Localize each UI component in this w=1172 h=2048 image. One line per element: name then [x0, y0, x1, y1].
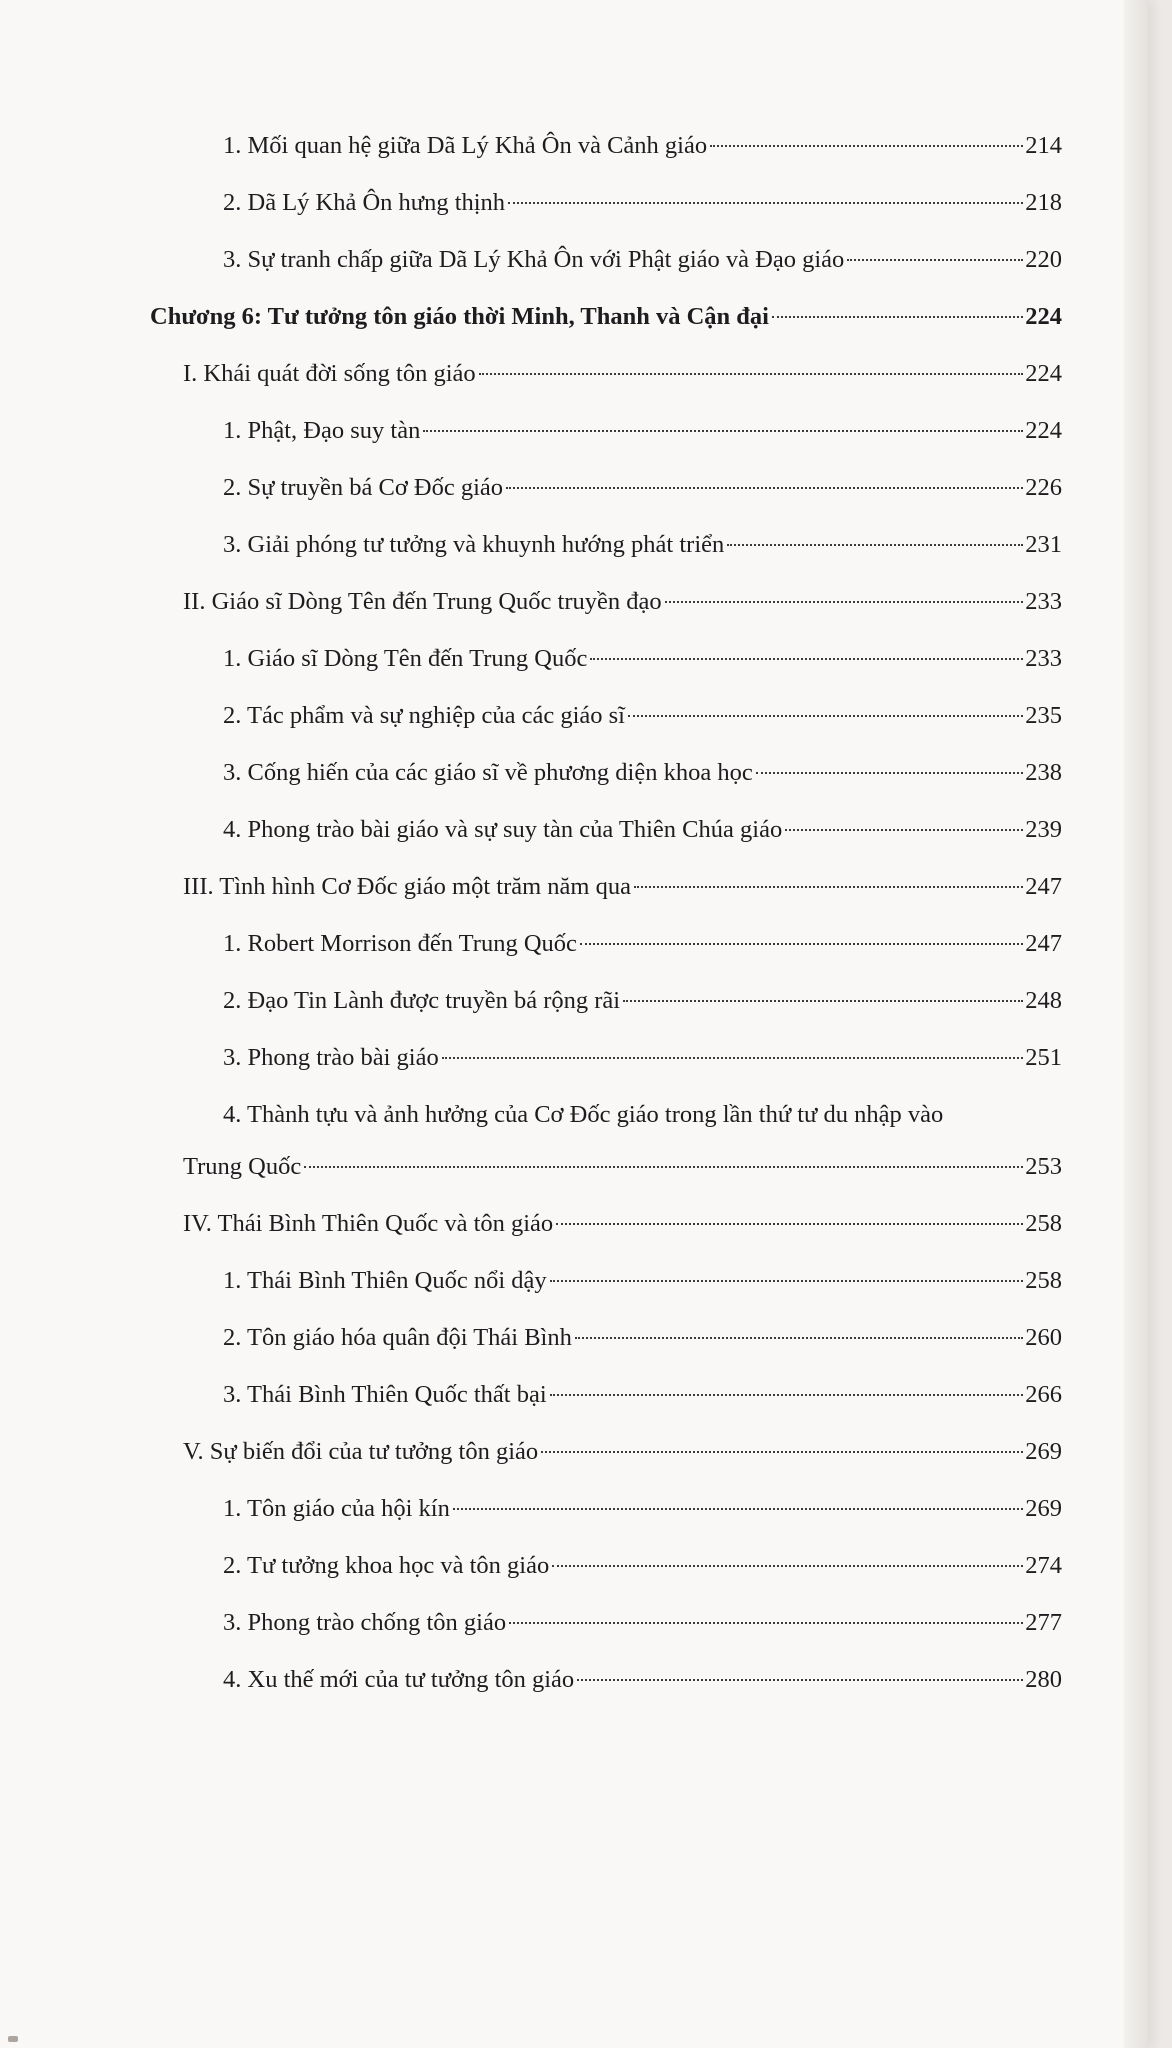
toc-entry[interactable] [223, 1489, 1062, 1529]
dot-leader [453, 1508, 1023, 1510]
dot-leader [550, 1280, 1024, 1282]
toc-entry[interactable] [223, 183, 1062, 223]
toc-entry-title: 1. Thái Bình Thiên Quốc nổi dậy [223, 1267, 547, 1294]
dot-leader [541, 1451, 1023, 1453]
toc-page-number: 247 [1025, 930, 1062, 957]
dot-leader [304, 1166, 1023, 1168]
toc-entry-title: Trung Quốc [183, 1153, 302, 1180]
toc-page-number: 235 [1025, 702, 1062, 729]
dot-leader [756, 772, 1024, 774]
toc-entry[interactable] [223, 1603, 1062, 1643]
dot-leader [590, 658, 1023, 660]
toc-entry[interactable] [223, 981, 1062, 1021]
toc-entry-title: 2. Đạo Tin Lành được truyền bá rộng rãi [223, 987, 621, 1014]
dot-leader [479, 373, 1024, 375]
toc-page-number: 251 [1025, 1044, 1062, 1071]
dot-leader [442, 1057, 1024, 1059]
toc-entry-title: 3. Giải phóng tư tưởng và khuynh hướng phát triển [223, 531, 725, 558]
toc-page-number: 238 [1025, 759, 1062, 786]
toc-entry[interactable] [223, 1318, 1062, 1358]
toc-entry[interactable] [223, 810, 1062, 850]
toc-entry-title: III. Tình hình Cơ Đốc giáo một trăm năm qua [183, 873, 631, 900]
toc-entry[interactable] [223, 924, 1062, 964]
toc-entry[interactable] [223, 639, 1062, 679]
toc-page-number: 247 [1025, 873, 1062, 900]
toc-page-number: 269 [1025, 1495, 1062, 1522]
dot-leader [710, 145, 1023, 147]
toc-entry[interactable] [223, 468, 1062, 508]
toc-entry-title: V. Sự biến đổi của tư tưởng tôn giáo [183, 1438, 539, 1465]
toc-entry[interactable] [223, 240, 1062, 280]
toc-entry[interactable] [223, 1660, 1062, 1700]
dot-leader [847, 259, 1023, 261]
toc-entry-title: 3. Phong trào bài giáo [223, 1044, 439, 1071]
toc-entry-title: 1. Robert Morrison đến Trung Quốc [223, 930, 577, 957]
toc-entry-title: 1. Giáo sĩ Dòng Tên đến Trung Quốc [223, 645, 588, 672]
toc-entry-title: 3. Cống hiến của các giáo sĩ về phương diện khoa học [223, 759, 753, 786]
toc-entry-title: 1. Mối quan hệ giữa Dã Lý Khả Ôn và Cảnh giáo [223, 132, 708, 159]
toc-entry-title: 4. Xu thế mới của tư tưởng tôn giáo [223, 1666, 575, 1693]
toc-page-number: 277 [1025, 1609, 1062, 1636]
toc-entry-title: 4. Phong trào bài giáo và sự suy tàn của Thiên Chúa giáo [223, 816, 783, 843]
dot-leader [556, 1223, 1023, 1225]
toc-section-entry[interactable] [183, 354, 1062, 394]
dot-leader [509, 1622, 1023, 1624]
toc-entry-title: 2. Sự truyền bá Cơ Đốc giáo [223, 474, 504, 501]
dot-leader [623, 1000, 1023, 1002]
toc-entry-line [223, 1095, 1064, 1135]
toc-page-number: 248 [1025, 987, 1062, 1014]
toc-page-number: 214 [1025, 132, 1062, 159]
toc-section-entry[interactable] [183, 867, 1062, 907]
toc-entry[interactable] [223, 1375, 1062, 1415]
toc-page-number: 266 [1025, 1381, 1062, 1408]
toc-entry[interactable] [223, 753, 1062, 793]
toc-page-number: 224 [1025, 303, 1062, 330]
toc-entry[interactable] [223, 411, 1062, 451]
toc-entry-title: 1. Phật, Đạo suy tàn [223, 417, 421, 444]
toc-entry-title: IV. Thái Bình Thiên Quốc và tôn giáo [183, 1210, 554, 1237]
dot-leader [772, 316, 1023, 318]
toc-entry-title: 3. Phong trào chống tôn giáo [223, 1609, 507, 1636]
toc-page-number: 280 [1025, 1666, 1062, 1693]
toc-entry[interactable] [183, 1147, 1062, 1187]
toc-page-number: 258 [1025, 1267, 1062, 1294]
toc-entry-title: 2. Tác phẩm và sự nghiệp của các giáo sĩ [223, 702, 625, 729]
toc-entry-title: 3. Sự tranh chấp giữa Dã Lý Khả Ôn với Phật giáo và Đạo giáo [223, 246, 845, 273]
toc-entry-title: Chương 6: Tư tưởng tôn giáo thời Minh, Thanh và Cận đại [150, 303, 769, 330]
dot-leader [550, 1394, 1024, 1396]
dot-leader [634, 886, 1023, 888]
toc-page-number: 269 [1025, 1438, 1062, 1465]
toc-page-number: 224 [1025, 417, 1062, 444]
toc-entry-title: I. Khái quát đời sống tôn giáo [183, 360, 476, 387]
dot-leader [577, 1679, 1023, 1681]
dot-leader [785, 829, 1023, 831]
toc-entry-title: 2. Tư tưởng khoa học và tôn giáo [223, 1552, 550, 1579]
dot-leader [628, 715, 1023, 717]
toc-page-number: 274 [1025, 1552, 1062, 1579]
toc-entry-title: II. Giáo sĩ Dòng Tên đến Trung Quốc truyền đạo [183, 588, 662, 615]
toc-section-entry[interactable] [183, 1432, 1062, 1472]
toc-page-number: 258 [1025, 1210, 1062, 1237]
toc-page-number: 233 [1025, 645, 1062, 672]
toc-entry[interactable] [223, 1038, 1062, 1078]
toc-page-number: 260 [1025, 1324, 1062, 1351]
toc-page-number: 233 [1025, 588, 1062, 615]
toc-entry[interactable] [223, 696, 1062, 736]
toc-entry-title: 4. Thành tựu và ảnh hưởng của Cơ Đốc giáo trong lần thứ tư du nhập vào [223, 1101, 944, 1128]
dot-leader [580, 943, 1023, 945]
dot-leader [552, 1565, 1023, 1567]
toc-page-number: 224 [1025, 360, 1062, 387]
toc-section-entry[interactable] [183, 1204, 1062, 1244]
toc-page-number: 239 [1025, 816, 1062, 843]
toc-section-entry[interactable] [183, 582, 1062, 622]
scan-mark [8, 2036, 18, 2042]
dot-leader [575, 1337, 1023, 1339]
dot-leader [665, 601, 1024, 603]
toc-entry[interactable] [223, 1546, 1062, 1586]
toc-entry-title: 3. Thái Bình Thiên Quốc thất bại [223, 1381, 547, 1408]
toc-entry-title: 1. Tôn giáo của hội kín [223, 1495, 450, 1522]
toc-page-number: 226 [1025, 474, 1062, 501]
toc-page-number: 231 [1025, 531, 1062, 558]
dot-leader [727, 544, 1023, 546]
toc-entry-title: 2. Dã Lý Khả Ôn hưng thịnh [223, 189, 506, 216]
dot-leader [506, 487, 1023, 489]
toc-entry[interactable] [223, 1261, 1062, 1301]
dot-leader [508, 202, 1023, 204]
toc-entry[interactable] [223, 525, 1062, 565]
toc-entry[interactable] [223, 126, 1062, 166]
dot-leader [423, 430, 1023, 432]
toc-entry-title: 2. Tôn giáo hóa quân đội Thái Bình [223, 1324, 572, 1351]
toc-page-number: 220 [1025, 246, 1062, 273]
toc-page-number: 218 [1025, 189, 1062, 216]
toc-page-number: 253 [1025, 1153, 1062, 1180]
toc-chapter-entry[interactable] [150, 297, 1062, 337]
